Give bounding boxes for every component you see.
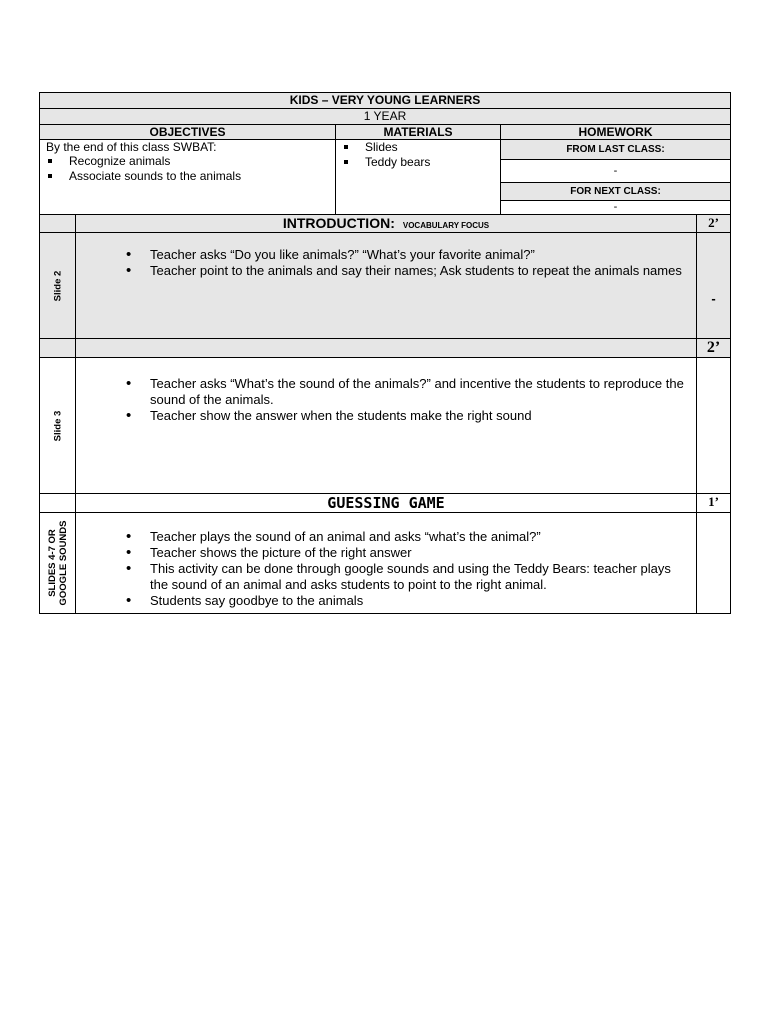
slide2-label: Slide 2	[52, 270, 63, 301]
guessing-game-time: 1’	[708, 494, 719, 509]
side-cell	[40, 513, 76, 613]
objectives-intro: By the end of this class SWBAT:	[46, 140, 217, 154]
introduction-header	[40, 215, 730, 233]
guessing-game-header	[40, 494, 730, 513]
slides47-bullets	[76, 529, 696, 609]
lesson-plan-table	[39, 92, 731, 614]
slide2-section	[40, 233, 730, 339]
materials-list	[336, 140, 500, 170]
separator-time: 2’	[706, 339, 721, 356]
for-next-class-label: FOR NEXT CLASS:	[501, 183, 730, 201]
from-last-class-label: FROM LAST CLASS:	[501, 140, 730, 160]
slide3-bullets	[76, 376, 696, 424]
homework-heading: HOMEWORK	[578, 125, 653, 139]
list-item: • Teacher show the answer when the students make the right sound	[76, 408, 696, 424]
from-last-class-value: -	[501, 160, 730, 183]
slide3-time-cell	[697, 358, 730, 493]
slides47-label-line1: SLIDES 4-7 OR	[46, 529, 58, 597]
side-cell	[40, 215, 76, 232]
side-cell	[40, 339, 76, 357]
materials-cell	[336, 140, 501, 214]
slides47-label	[47, 521, 69, 606]
list-item: • Students say goodbye to the animals	[76, 593, 696, 609]
slides47-content	[76, 513, 697, 613]
lesson-year: 1 YEAR	[40, 109, 730, 125]
slide3-section	[40, 358, 730, 494]
side-cell	[40, 233, 76, 338]
introduction-title: INTRODUCTION:	[282, 215, 395, 231]
introduction-title-cell	[76, 215, 697, 232]
separator-cell	[76, 339, 697, 357]
introduction-subtitle: VOCABULARY FOCUS	[402, 221, 490, 230]
lesson-title: KIDS – VERY YOUNG LEARNERS	[40, 93, 730, 109]
list-item: • Teacher plays the sound of an animal and asks “what’s the animal?”	[76, 529, 696, 545]
objectives-heading: OBJECTIVES	[40, 125, 336, 139]
guessing-game-title: GUESSING GAME	[76, 494, 697, 512]
list-item: • Teacher point to the animals and say their names; Ask students to repeat the animals names	[76, 263, 696, 279]
slide3-content	[76, 358, 697, 493]
materials-heading: MATERIALS	[336, 125, 501, 139]
slide2-time: -	[711, 291, 716, 306]
list-item: • This activity can be done through google sounds and using the Teddy Bears: teacher plays the sound of an animal and asks students to point to the right animal.	[76, 561, 696, 593]
slides47-section	[40, 513, 730, 613]
list-item: • Teacher asks “Do you like animals?” “What’s your favorite animal?”	[76, 247, 696, 263]
list-item: • Teacher asks “What’s the sound of the animals?” and incentive the students to reproduce the sound of the animals.	[76, 376, 696, 408]
side-cell	[40, 494, 76, 512]
side-cell	[40, 358, 76, 493]
objectives-cell	[40, 140, 336, 214]
list-item: • Teacher shows the picture of the right answer	[76, 545, 696, 561]
plan-details	[40, 140, 730, 215]
slides47-label-line2: GOOGLE SOUNDS	[57, 520, 69, 606]
separator-row	[40, 339, 730, 358]
slide2-time-cell	[697, 233, 730, 338]
list-item: Recognize animals	[40, 154, 335, 169]
homework-cell	[501, 140, 730, 214]
objectives-list	[40, 154, 335, 184]
list-item: Teddy bears	[336, 155, 500, 170]
slide2-bullets	[76, 247, 696, 279]
introduction-time: 2’	[708, 215, 719, 230]
slide2-content	[76, 233, 697, 338]
for-next-class-value: -	[613, 201, 618, 213]
list-item: Slides	[336, 140, 500, 155]
column-headers	[40, 125, 730, 140]
slides47-time-cell	[697, 513, 730, 613]
list-item: Associate sounds to the animals	[40, 169, 335, 184]
slide3-label: Slide 3	[52, 410, 63, 441]
